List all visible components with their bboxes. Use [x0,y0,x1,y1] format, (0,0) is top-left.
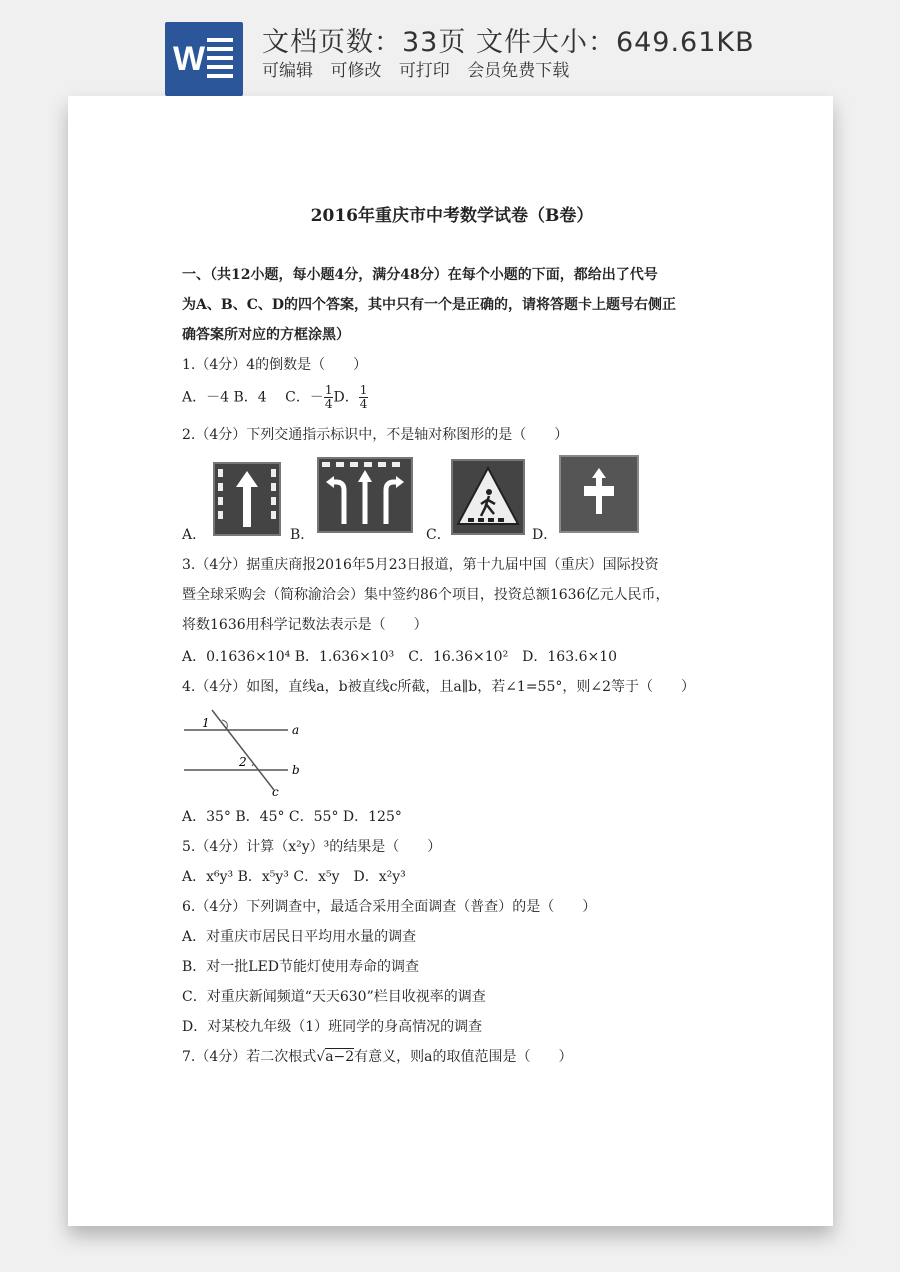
lane-direction-sign-icon [316,456,414,534]
word-document-icon [165,22,243,96]
section-intro-line-3: 确答案所对应的方框涂黑） [182,327,350,343]
exam-title: 2016年重庆市中考数学试卷（B卷） [310,206,594,226]
crossroad-sign-icon [558,454,640,534]
fraction-d: $\frac{1}{4}$ [359,383,368,411]
question-6-option-d: D．对某校九年级（1）班同学的身高情况的调查 [182,1019,483,1035]
pedestrian-crossing-sign-icon [450,458,526,536]
question-1-options: A．－4 B．4 C．－ $\frac{1}{4}$ D． $\frac{1}{4}$ [182,383,368,411]
parallel-lines-diagram [182,708,312,798]
question-4: 4.（4分）如图，直线a，b被直线c所截，且a∥b，若∠1=55°，则∠2等于（ ） [182,679,696,695]
question-5-options: A．x⁶y³ B．x⁵y³ C．x⁵y D．x²y³ [182,869,406,885]
line-c-label: c [272,785,279,798]
word-letter: W [173,40,206,78]
question-5: 5.（4分）计算（x²y）³的结果是（ ） [182,839,442,855]
feature-editable: 可编辑 [262,61,313,81]
option-b-label: B． [290,527,315,543]
question-6-option-b: B．对一批LED节能灯使用寿命的调查 [182,959,420,975]
angle-1-label: 1 [202,716,210,730]
feature-list [262,56,581,81]
option-d-label: D． [532,527,558,543]
question-6-option-a: A．对重庆市居民日平均用水量的调查 [182,929,417,945]
feature-member-download: 会员免费下载 [467,61,570,81]
question-3-line-3: 将数1636用科学记数法表示是（ ） [182,617,428,633]
line-b-label: b [292,763,300,777]
feature-modifiable: 可修改 [330,61,382,81]
question-6: 6.（4分）下列调查中，最适合采用全面调查（普查）的是（ ） [182,899,597,915]
straight-arrow-sign-icon [212,461,282,537]
question-3-options: A．0.1636×10⁴ B．1.636×10³ C．16.36×10² D．163.6×10 [182,649,618,665]
section-intro-line-1: 一、（共12小题，每小题4分，满分48分）在每个小题的下面，都给出了代号 [182,267,658,283]
feature-printable: 可打印 [398,61,450,81]
square-root-icon: √ [316,1049,326,1065]
line-a-label: a [292,723,300,737]
question-2: 2.（4分）下列交通指示标识中，不是轴对称图形的是（ ） [182,427,569,443]
option-c-label: C． [426,527,451,543]
section-intro-line-2: 为A、B、C、D的四个答案，其中只有一个是正确的，请将答题卡上题号右侧正 [182,297,676,313]
fraction-c: $\frac{1}{4}$ [324,383,333,411]
header-banner [0,0,900,100]
option-a-label: A． [182,527,207,543]
question-3-line-2: 暨全球采购会（简称渝洽会）集中签约86个项目，投资总额1636亿元人民币， [182,587,670,603]
question-6-option-c: C．对重庆新闻频道“天天630”栏目收视率的调查 [182,989,486,1005]
traffic-signs [182,456,722,543]
question-1: 1.（4分）4的倒数是（ ） [182,357,368,373]
question-3-line-1: 3.（4分）据重庆商报2016年5月23日报道，第十九届中国（重庆）国际投资 [182,557,659,573]
radicand: a−2 [325,1049,355,1065]
document-info-title: 文档页数：33页 文件大小：649.61KB [262,27,755,58]
question-7: 7.（4分）若二次根式√a−2有意义，则a的取值范围是（ ） [182,1049,573,1065]
angle-2-label: 2 [239,755,247,769]
question-4-options: A．35° B．45° C．55° D．125° [182,809,402,825]
document-page [68,96,833,1226]
